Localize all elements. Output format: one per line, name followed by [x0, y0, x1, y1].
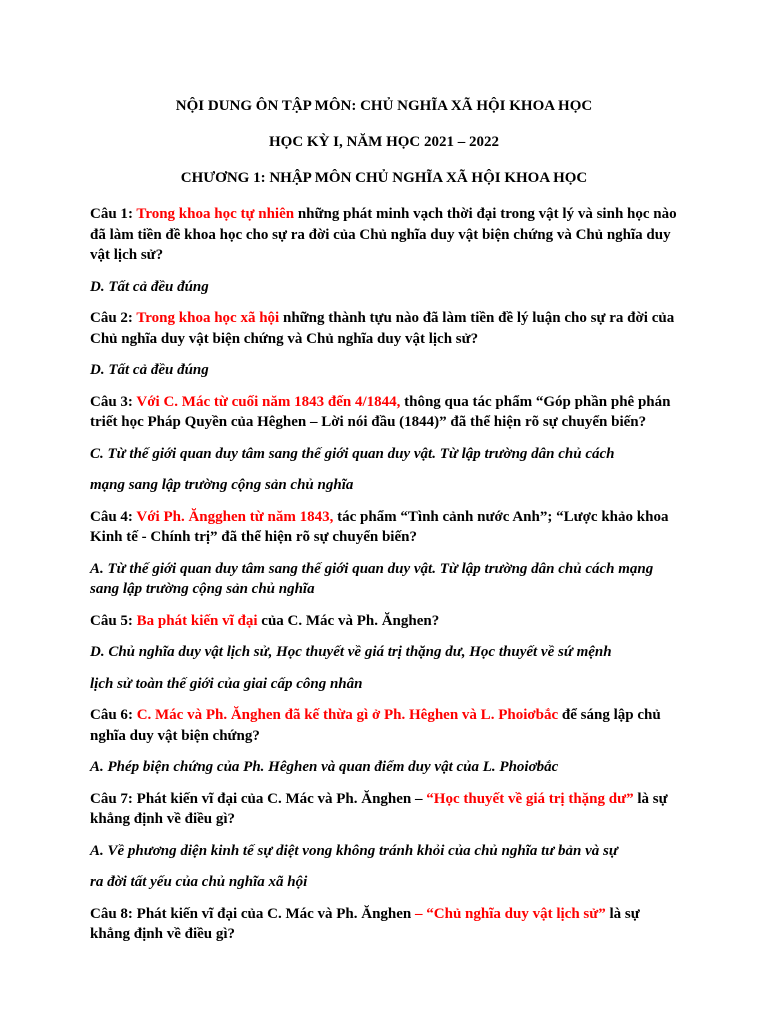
question-rest: những thành tựu nào đã làm tiền đề lý luận cho sự ra đời của Chủ nghĩa duy vật biện chứng và Chủ nghĩa duy vật lịch sử? — [90, 310, 675, 347]
question-text — [90, 392, 678, 433]
question-highlight: Với C. Mác từ cuối năm 1843 đến 4/1844, — [136, 393, 401, 410]
question-highlight: Với Ph. Ăngghen từ năm 1843, — [136, 508, 334, 525]
answer-text-line-1: A. Về phương diện kinh tế sự diệt vong không tránh khỏi của chủ nghĩa tư bản và sự — [90, 842, 618, 859]
question-block — [90, 789, 678, 893]
question-highlight: Trong khoa học tự nhiên — [136, 206, 295, 222]
question-text — [90, 789, 678, 830]
question-highlight: Trong khoa học xã hội — [136, 310, 280, 326]
question-text — [90, 705, 678, 746]
question-highlight: “Học thuyết về giá trị thặng dư” — [426, 790, 634, 807]
answer-text: D. Tất cả đều đúng — [90, 278, 209, 295]
question-number: Câu 4: — [90, 508, 133, 525]
chapter-title: CHƯƠNG 1: NHẬP MÔN CHỦ NGHĨA XÃ HỘI KHOA HỌC — [180, 170, 588, 186]
answer-text: D. Tất cả đều đúng — [90, 362, 209, 378]
question-separator: : — [127, 206, 137, 222]
question-rest: để sáng lập chủ nghĩa duy vật biện chứng? — [90, 707, 661, 744]
question-highlight: – “Chủ nghĩa duy vật lịch sử” — [415, 905, 606, 922]
question-text — [90, 611, 678, 632]
answer-text: A. Phép biện chứng của Ph. Hêghen và quan điểm duy vật của L. Phoiơbắc — [90, 759, 559, 775]
question-number: Câu 7: — [90, 790, 133, 807]
question-block — [90, 611, 678, 695]
answer-text-line-1: C. Từ thế giới quan duy tâm sang thế giới quan duy vật. Từ lập trường dân chủ cách — [90, 445, 615, 462]
question-text — [90, 204, 678, 266]
question-block — [90, 904, 678, 945]
question-number: Câu 8: — [90, 905, 133, 922]
question-block — [90, 204, 678, 297]
question-block — [90, 705, 678, 778]
question-number: Câu 5: — [90, 612, 133, 629]
answer-text-line-2: ra đời tất yếu của chủ nghĩa xã hội — [90, 874, 308, 890]
answer-text: A. Từ thế giới quan duy tâm sang thế giới quan duy vật. Từ lập trường dân chủ cách mạng sang lập trường cộng sản chủ nghĩa — [90, 560, 654, 597]
question-separator: Phát kiến vĩ đại của C. Mác và Ph. Ănghen — [132, 905, 416, 922]
question-separator: : — [127, 707, 137, 723]
question-number: Câu 2: — [90, 310, 133, 326]
document-title: NỘI DUNG ÔN TẬP MÔN: CHỦ NGHĨA XÃ HỘI KHOA HỌC — [175, 98, 593, 114]
question-number: Câu 6 — [90, 707, 128, 723]
question-block — [90, 308, 678, 381]
question-block — [90, 507, 678, 600]
question-highlight: C. Mác và Ph. Ănghen đã kế thừa gì ở Ph. Hêghen và L. Phoiơbắc — [136, 707, 559, 723]
question-rest: là sự khẳng định về điều gì? — [90, 905, 640, 942]
answer-text-line-2: mạng sang lập trường cộng sản chủ nghĩa — [90, 477, 354, 493]
answer-text-line-1: D. Chủ nghĩa duy vật lịch sử, Học thuyết về giá trị thặng dư, Học thuyết về sứ mệnh — [90, 644, 612, 660]
answer-text-line-2: lịch sử toàn thế giới của giai cấp công nhân — [90, 675, 363, 692]
question-rest: của C. Mác và Ph. Ănghen? — [257, 612, 440, 629]
question-rest: tác phẩm “Tình cảnh nước Anh”; “Lược khảo khoa Kinh tế - Chính trị” đã thể hiện rõ sự chuyển biến? — [90, 508, 669, 545]
question-list — [90, 204, 678, 945]
question-separator: Phát kiến vĩ đại của C. Mác và Ph. Ănghen – — [132, 790, 427, 807]
question-rest: thông qua tác phẩm “Góp phần phê phán triết học Pháp Quyền của Hêghen – Lời nói đầu (1844)” đã thể hiện rõ sự chuyển biến? — [90, 393, 671, 430]
question-highlight: Ba phát kiến vĩ đại — [136, 612, 258, 629]
question-block — [90, 392, 678, 496]
question-number: Câu 3: — [90, 393, 133, 410]
semester-title: HỌC KỲ I, NĂM HỌC 2021 – 2022 — [269, 134, 499, 150]
question-text — [90, 507, 678, 548]
question-rest: là sự khẳng định về điều gì? — [90, 790, 668, 827]
question-rest: những phát minh vạch thời đại trong vật lý và sinh học nào đã làm tiền đề khoa học cho sự ra đời của Chủ nghĩa duy vật biện chứng và Chủ nghĩa duy vật lịch sử? — [90, 206, 677, 263]
question-text — [90, 904, 678, 945]
question-number: Câu 1 — [90, 206, 128, 222]
question-text — [90, 308, 678, 349]
